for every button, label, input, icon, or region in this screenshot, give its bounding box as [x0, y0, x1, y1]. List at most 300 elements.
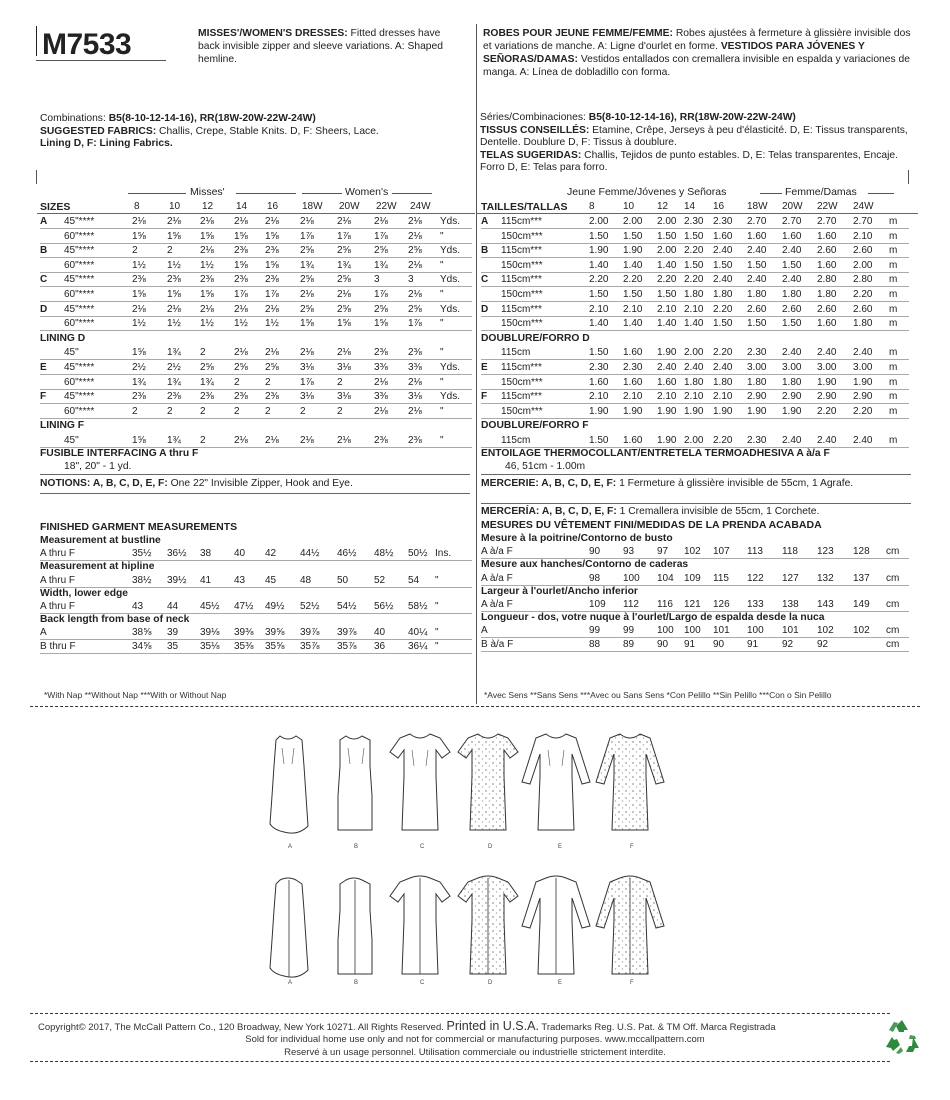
table-row	[40, 406, 472, 418]
row-value: 1.50	[589, 435, 609, 446]
tissus-label: TISSUS CONSEILLÉS:	[480, 124, 590, 136]
dress-a-front	[270, 736, 308, 833]
garment-label-back: D	[488, 980, 493, 986]
measurement-value: 102	[684, 546, 701, 558]
row-value: 1.90	[657, 405, 677, 417]
row-value: 2.40	[782, 435, 802, 446]
measurement-title: Measurement at bustline	[40, 535, 161, 546]
measurement-value: 109	[684, 572, 701, 584]
measurement-value: 115	[713, 572, 729, 584]
row-view: B	[40, 245, 48, 257]
row-view: D	[40, 303, 48, 315]
combinations-value: B5(8-10-12-14-16), RR(18W-20W-22W-24W)	[108, 113, 316, 124]
notions-label: NOTIONS: A, B, C, D, E, F:	[40, 478, 168, 489]
row-value: 2	[234, 405, 240, 417]
row-value: 2	[265, 405, 271, 417]
english-interfacing-block	[40, 448, 470, 473]
row-value: 2⅛	[234, 435, 248, 446]
row-value: 2.40	[782, 347, 802, 359]
sizes-label: SIZES	[40, 201, 71, 213]
row-value: 2⅛	[265, 435, 279, 446]
row-value: 2⅛	[132, 216, 146, 227]
row-value: 3.00	[747, 362, 767, 373]
row-value: 2.20	[713, 303, 733, 315]
row-value: 1⅞	[300, 376, 314, 388]
row-value: 1.50	[747, 318, 767, 330]
dress-e-front	[522, 734, 590, 830]
measurement-value: 48½	[374, 548, 394, 560]
row-value: 2⅛	[265, 216, 279, 227]
row-value: 2⅝	[374, 303, 388, 315]
row-value: 1⅝	[132, 435, 146, 446]
measurement-row	[481, 599, 909, 611]
table-row	[40, 274, 472, 286]
row-width: 45"****	[64, 391, 95, 403]
row-width: 150cm***	[501, 230, 543, 242]
row-value: 2	[234, 376, 240, 388]
row-value: 1.90	[713, 405, 733, 417]
measurement-value: 128	[853, 546, 870, 558]
row-value: 1.80	[817, 289, 837, 300]
row-width: 60"****	[64, 230, 95, 242]
size-header: 8	[134, 201, 140, 212]
measurement-label: A thru F	[40, 548, 76, 560]
entoilage-value: 46, 51cm - 1.00m	[505, 460, 586, 472]
measurement-unit: "	[435, 601, 439, 612]
measurement-title: Mesure aux hanches/Contorno de caderas	[481, 559, 689, 571]
row-value: 1½	[132, 259, 146, 271]
table-row	[40, 362, 472, 374]
row-rule	[40, 301, 472, 302]
row-value: 2.40	[782, 274, 802, 286]
row-value: 1⅞	[265, 289, 279, 300]
table-row	[40, 318, 472, 330]
row-value: 2.10	[657, 391, 677, 403]
row-value: 2.70	[747, 216, 767, 227]
measurement-value: 39⅜	[234, 627, 254, 639]
row-value: 2⅜	[374, 435, 388, 446]
row-view: A	[40, 216, 48, 227]
row-value: 2	[167, 245, 173, 257]
table-row	[40, 216, 472, 228]
row-rule	[40, 316, 472, 317]
measurement-value: 104	[657, 572, 674, 584]
row-width: 45"	[64, 435, 79, 446]
row-value: 2⅜	[200, 274, 214, 286]
trademarks-text: Trademarks Reg. U.S. Pat. & TM Off. Marca Registrada	[541, 1022, 776, 1033]
measurement-title: Mesure à la poitrine/Contorno de busto	[481, 533, 673, 544]
row-value: 2⅜	[167, 274, 181, 286]
measurement-value: 39⅛	[200, 627, 220, 639]
measurement-value: 127	[782, 572, 799, 584]
row-value: 2	[200, 435, 206, 446]
measurement-title: Measurement at hipline	[40, 561, 155, 573]
row-value: 1.50	[782, 318, 802, 330]
measurement-title: Longueur - dos, votre nuque à l'ourlet/Largo de espalda desde la nuca	[481, 612, 825, 624]
measurement-value: 100	[623, 572, 640, 584]
measurement-value: 40	[234, 548, 246, 560]
table-row	[40, 231, 472, 243]
measurement-value: 97	[657, 546, 669, 558]
row-unit: m	[889, 230, 898, 242]
row-value: 3⅛	[408, 391, 422, 403]
row-value: 2	[200, 347, 206, 359]
row-width: 45"****	[64, 216, 95, 227]
row-rule	[481, 316, 909, 317]
english-notions	[40, 478, 470, 491]
measurement-value: 138	[782, 599, 799, 610]
telas-value: Challis, Tejidos de punto estables. D, E: Telas transparentes, Encaje. Forro D, E: Telas para forro.	[480, 149, 898, 174]
measurement-value: 102	[853, 625, 870, 637]
row-value: 2⅛	[300, 435, 314, 446]
french-combinations-block	[480, 112, 910, 175]
row-width: 115cm***	[501, 391, 542, 403]
row-value: 2.40	[747, 274, 767, 286]
row-width: 45"	[64, 347, 79, 359]
row-unit: m	[889, 318, 898, 330]
row-value: 1⅝	[200, 230, 214, 242]
garment-label-front: E	[558, 844, 563, 850]
garment-label-front: F	[630, 844, 634, 850]
sizes-rule	[37, 213, 475, 214]
mercerie-rule	[481, 503, 911, 504]
measurement-value: 38½	[132, 574, 152, 586]
row-value: 1.40	[657, 318, 677, 330]
row-value: 2⅛	[300, 289, 314, 300]
row-value: 1.90	[747, 405, 767, 417]
row-width: 45"****	[64, 245, 95, 257]
row-value: 2⅛	[265, 303, 279, 315]
measurement-value: 98	[589, 572, 601, 584]
row-unit: m	[889, 362, 898, 373]
english-desc: Fitted dresses have back invisible zipper and sleeve variations. A: Shaped hemline.	[198, 28, 443, 65]
measurement-value: 90	[657, 638, 669, 650]
french-entoilage-block	[481, 448, 921, 473]
garment-label-front: B	[354, 844, 359, 850]
size-header: 16	[713, 201, 725, 212]
row-value: 2⅛	[234, 347, 248, 359]
row-rule	[40, 374, 472, 375]
french-description	[483, 27, 913, 79]
row-value: 1.90	[657, 435, 677, 446]
row-unit: m	[889, 376, 898, 388]
measurement-row	[40, 548, 472, 560]
garment-label-back: C	[420, 980, 425, 986]
row-value: 2.90	[747, 391, 767, 403]
size-header: 16	[267, 201, 279, 212]
measurement-value: 54	[408, 574, 420, 586]
row-value: 2⅝	[265, 362, 279, 373]
row-value: 2½	[132, 362, 146, 373]
row-value: 2⅜	[132, 391, 146, 403]
row-value: 2	[132, 405, 138, 417]
row-value: 3	[408, 274, 414, 286]
measurement-label: A thru F	[40, 601, 76, 612]
row-value: 2⅛	[374, 216, 388, 227]
row-value: 2⅜	[265, 391, 279, 403]
row-rule	[481, 374, 909, 375]
row-value: 1.60	[623, 376, 643, 388]
spanish-title: VESTIDOS PARA JÓVENES Y SEÑORAS/DAMAS:	[483, 41, 865, 65]
row-value: 2.40	[747, 245, 767, 257]
measurement-value: 90	[589, 546, 601, 558]
measurement-value: 123	[817, 546, 834, 558]
english-description	[198, 27, 463, 66]
row-value: 1⅝	[374, 318, 388, 330]
row-value: 1¾	[337, 259, 351, 271]
row-value: 1⅝	[234, 259, 248, 271]
row-value: 1.60	[817, 318, 837, 330]
group-label: DOUBLURE/FORRO F	[481, 420, 589, 432]
row-value: 3.00	[817, 362, 837, 373]
row-value: 2⅛	[200, 303, 214, 315]
row-value: 1¾	[167, 347, 181, 359]
measurement-label: B à/a F	[481, 638, 514, 650]
table-row	[481, 391, 909, 403]
measurement-value: 100	[747, 625, 764, 637]
row-value: 2.30	[589, 362, 609, 373]
row-value: 1.80	[782, 376, 802, 388]
telas-label: TELAS SUGERIDAS:	[480, 149, 582, 161]
row-width: 45"****	[64, 303, 95, 315]
measurement-unit: cm	[886, 638, 900, 650]
femme-rule-left	[760, 193, 782, 194]
measurement-row	[40, 601, 472, 613]
measurement-value: 36¼	[408, 640, 428, 652]
row-value: 2	[337, 376, 343, 388]
french-desc: Robes ajustées à fermeture à glissière invisible dos et variations de manche. A: Ligne d'ourlet en forme.	[483, 28, 911, 52]
row-value: 1.60	[623, 435, 643, 446]
womens-header: Women's	[345, 186, 389, 198]
row-view: F	[481, 391, 488, 403]
row-width: 60"****	[64, 259, 95, 271]
row-unit: m	[889, 391, 898, 403]
row-width: 60"****	[64, 405, 95, 417]
row-rule	[481, 286, 909, 287]
row-value: 2.00	[589, 216, 609, 227]
row-value: 1.40	[623, 318, 643, 330]
series-value: B5(8-10-12-14-16), RR(18W-20W-22W-24W)	[588, 112, 796, 123]
row-rule	[481, 272, 909, 273]
measurement-value: 46½	[337, 548, 357, 560]
row-value: 2⅝	[337, 303, 351, 315]
group-label: LINING D	[40, 332, 86, 344]
measurement-value: 40¼	[408, 627, 428, 639]
printed-in: Printed in U.S.A.	[446, 1019, 539, 1033]
measurement-value: 50½	[408, 548, 428, 560]
garment-label-back: E	[558, 980, 563, 986]
row-unit: m	[889, 435, 898, 446]
size-header: 18W	[302, 201, 323, 212]
measurement-value: 41	[200, 574, 212, 586]
row-unit: Yds.	[440, 303, 461, 315]
size-header: 24W	[410, 201, 431, 212]
row-value: 1.80	[747, 289, 767, 300]
tailles-label: TAILLES/TALLAS	[481, 201, 568, 213]
row-value: 2.10	[589, 391, 609, 403]
measurement-value: 99	[589, 625, 601, 637]
row-value: 2⅛	[374, 405, 388, 417]
measurement-value: 43	[132, 601, 144, 612]
measurement-value: 91	[684, 638, 696, 650]
row-value: 1.90	[782, 405, 802, 417]
measurement-label: A thru F	[40, 574, 76, 586]
row-width: 60"****	[64, 318, 95, 330]
measurement-title: Width, lower edge	[40, 587, 129, 599]
spanish-desc: Vestidos entallados con cremallera invisible en espalda y variaciones de manga. A: Línea de dobladillo con forma.	[483, 54, 910, 78]
row-value: 1.50	[684, 259, 704, 271]
garment-label-back: F	[630, 980, 634, 986]
row-value: 2⅛	[132, 303, 146, 315]
measurement-value: 39⅞	[300, 627, 320, 639]
row-width: 150cm***	[501, 289, 543, 300]
row-value: 1.60	[782, 230, 802, 242]
table-row	[40, 304, 472, 316]
measurement-value: 118	[782, 546, 798, 558]
row-view: F	[40, 391, 47, 403]
row-width: 115cm***	[501, 303, 542, 315]
row-rule	[40, 272, 472, 273]
row-value: 1.80	[684, 376, 704, 388]
merceria-label: MERCERÍA: A, B, C, D, E, F:	[481, 506, 617, 517]
row-unit: m	[889, 274, 898, 286]
row-width: 150cm***	[501, 259, 543, 271]
row-value: 2⅛	[408, 230, 422, 242]
row-value: 1.60	[747, 230, 767, 242]
measurement-value: 35⅞	[300, 640, 320, 652]
row-value: 2.40	[713, 274, 733, 286]
table-row	[481, 435, 909, 447]
measurement-value: 112	[623, 599, 639, 610]
row-value: 3	[374, 274, 380, 286]
row-value: 2.20	[853, 405, 873, 417]
garment-label-back: B	[354, 980, 359, 986]
row-unit: "	[440, 318, 444, 330]
row-width: 115cm***	[501, 245, 542, 257]
row-value: 2⅛	[408, 289, 422, 300]
measurement-value: 58½	[408, 601, 428, 612]
measurement-value: 48	[300, 574, 312, 586]
misses-rule-left	[128, 193, 186, 194]
row-value: 1.90	[817, 376, 837, 388]
row-width: 45"****	[64, 274, 95, 286]
row-value: 2.40	[817, 435, 837, 446]
table-row	[481, 260, 909, 272]
row-view: A	[481, 216, 489, 227]
measurement-value: 35⅞	[337, 640, 357, 652]
row-value: 2⅜	[408, 347, 422, 359]
measurement-row	[481, 625, 909, 637]
row-view: C	[40, 274, 48, 286]
measurement-value: 39	[167, 627, 179, 639]
size-header: 14	[236, 201, 248, 212]
row-value: 2⅛	[337, 347, 351, 359]
row-value: 1.50	[623, 230, 643, 242]
row-value: 2⅛	[167, 303, 181, 315]
row-value: 1⅝	[132, 289, 146, 300]
row-value: 3⅛	[300, 391, 314, 403]
row-value: 1⅝	[132, 230, 146, 242]
measurement-value: 45½	[200, 601, 220, 612]
size-header: 22W	[817, 201, 838, 212]
mercerie-block	[481, 478, 911, 491]
series-label: Séries/Combinaciones:	[480, 112, 586, 123]
row-value: 2⅛	[408, 216, 422, 227]
row-value: 2.10	[589, 303, 609, 315]
row-rule	[481, 330, 909, 331]
row-value: 2½	[167, 362, 181, 373]
table-row	[40, 260, 472, 272]
womens-rule-left	[302, 193, 342, 194]
row-value: 2⅝	[200, 362, 214, 373]
row-value: 2.20	[657, 274, 677, 286]
row-value: 1.50	[623, 289, 643, 300]
table-row	[481, 406, 909, 418]
measurement-value: 122	[747, 572, 764, 584]
row-value: 2.40	[853, 435, 873, 446]
row-value: 2⅝	[300, 303, 314, 315]
notions-rule	[40, 493, 470, 494]
row-value: 1.60	[817, 259, 837, 271]
row-value: 3.00	[782, 362, 802, 373]
row-unit: m	[889, 289, 898, 300]
row-value: 1.80	[713, 289, 733, 300]
notions-value: One 22" Invisible Zipper, Hook and Eye.	[170, 478, 353, 489]
measurement-row	[40, 575, 472, 587]
table-row	[481, 245, 909, 257]
row-value: 3⅛	[337, 362, 351, 373]
row-value: 2.60	[782, 303, 802, 315]
row-value: 2	[337, 405, 343, 417]
measurement-unit: "	[435, 574, 439, 586]
row-value: 2	[200, 405, 206, 417]
garment-label-front: C	[420, 844, 425, 850]
row-value: 1⅝	[300, 318, 314, 330]
row-unit: Yds.	[440, 216, 461, 227]
mercerie-value: 1 Fermeture à glissière invisible de 55cm, 1 Agrafe.	[619, 478, 854, 489]
row-rule	[40, 243, 472, 244]
row-value: 1.90	[657, 347, 677, 359]
row-value: 2.20	[713, 435, 733, 446]
entoilage-label: ENTOILAGE THERMOCOLLANT/ENTRETELA TERMOADHESIVA A à/a F	[481, 448, 830, 459]
row-value: 2⅝	[300, 245, 314, 257]
row-value: 2.20	[684, 245, 704, 257]
row-value: 2.60	[747, 303, 767, 315]
row-value: 1.60	[657, 376, 677, 388]
row-rule	[40, 228, 472, 229]
row-unit: m	[889, 216, 898, 227]
row-rule	[481, 301, 909, 302]
row-value: 2.40	[817, 347, 837, 359]
measurement-value: 52½	[300, 601, 320, 612]
left-tick	[36, 170, 37, 184]
measurement-value: 143	[817, 599, 834, 610]
table-row	[481, 377, 909, 389]
misses-rule-right	[236, 193, 296, 194]
row-value: 1⅝	[167, 230, 181, 242]
row-value: 1.40	[589, 318, 609, 330]
measurement-value: 43	[234, 574, 246, 586]
row-value: 1⅝	[167, 289, 181, 300]
row-unit: "	[440, 289, 444, 300]
row-rule	[481, 418, 909, 419]
row-width: 60"****	[64, 289, 95, 300]
row-value: 1½	[167, 259, 181, 271]
size-header: 20W	[339, 201, 360, 212]
row-value: 3⅛	[337, 391, 351, 403]
row-value: 2⅛	[200, 216, 214, 227]
row-value: 2⅜	[234, 274, 248, 286]
